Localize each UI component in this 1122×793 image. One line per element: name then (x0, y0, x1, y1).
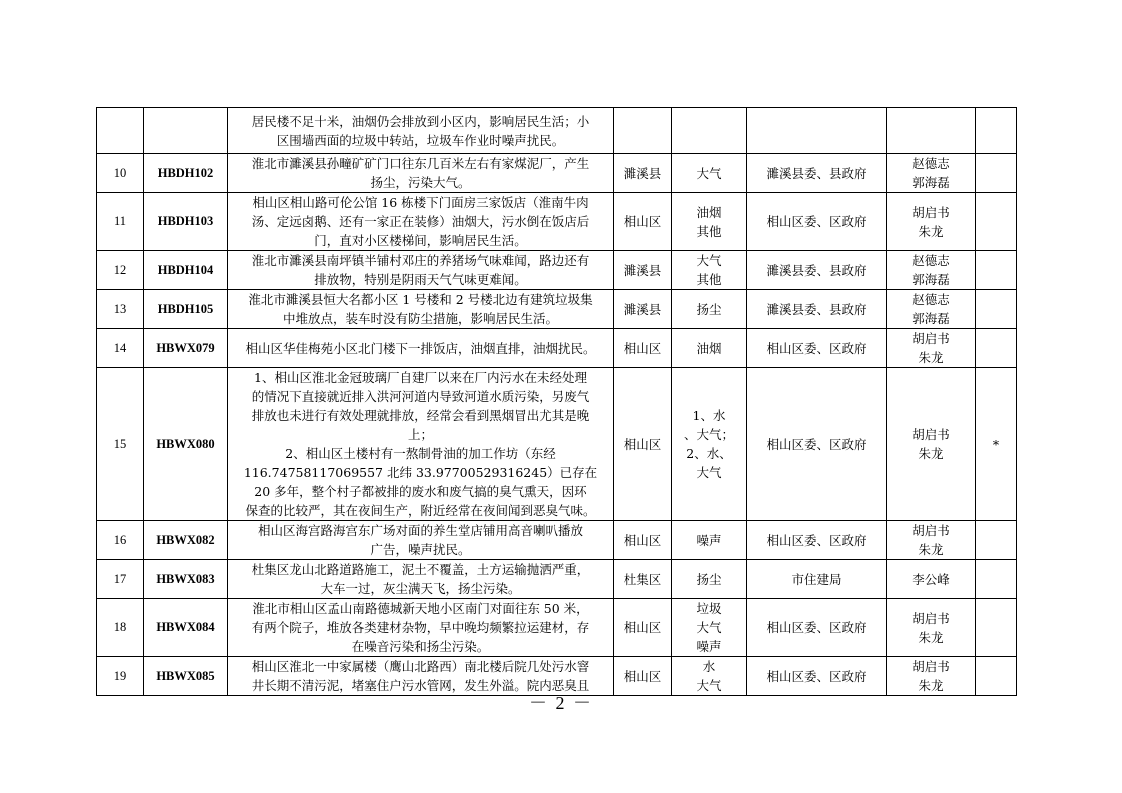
responsible-person-line: 胡启书 (912, 204, 950, 220)
case-code-cell (144, 108, 228, 154)
description-line: 保查的比较严，其在夜间生产，附近经常在夜间闻到恶臭气味。 (245, 503, 596, 518)
responsible-person-line: 郭海磊 (912, 175, 950, 190)
responsible-person-line: 胡启书 (912, 659, 950, 674)
pollution-type-cell (672, 108, 747, 154)
pollution-type-line: 大气 (696, 465, 722, 480)
remark-cell (976, 599, 1017, 657)
district-cell: 濉溪县 (614, 251, 672, 290)
table-row (97, 290, 1017, 329)
description-line: 有两个院子，堆放各类建材杂物，早中晚均频繁拉运建材，存 (251, 620, 590, 635)
remark-cell (976, 329, 1017, 368)
responsible-unit-cell: 相山区委、区政府 (747, 193, 887, 251)
row-number-cell: 17 (97, 560, 144, 599)
responsible-unit-cell: 相山区委、区政府 (747, 657, 887, 696)
responsible-unit-cell: 相山区委、区政府 (747, 368, 887, 521)
table-row (97, 599, 1017, 657)
description-line: 居民楼不足十米，油烟仍会排放到小区内，影响居民生活；小 (251, 113, 590, 129)
district-cell: 濉溪县 (614, 154, 672, 193)
responsible-person-line: 郭海磊 (912, 311, 950, 326)
pollution-type-line: 油烟 (696, 204, 722, 220)
responsible-unit-cell: 市住建局 (747, 560, 887, 599)
pollution-type-line: 大气 (696, 253, 722, 268)
description-line: 扬尘，污染大气。 (370, 175, 471, 190)
pollution-type-line: 大气 (696, 165, 722, 181)
pollution-type-line: 油烟 (696, 340, 722, 356)
pollution-type-cell (672, 521, 747, 560)
page-number: － 2 － (529, 693, 593, 713)
remark-cell (976, 560, 1017, 599)
row-number-cell: 18 (97, 599, 144, 657)
responsible-person-cell (887, 108, 976, 154)
responsible-unit-cell: 相山区委、区政府 (747, 599, 887, 657)
remark-cell: * (976, 368, 1017, 521)
description-line: 116.74758117069557 北纬 33.97700529316245）已存在 (243, 465, 598, 480)
description-line: 相山区淮北一中家属楼（鹰山北路西）南北楼后院几处污水窨 (251, 659, 590, 674)
district-cell: 相山区 (614, 329, 672, 368)
row-number-cell: 15 (97, 368, 144, 521)
responsible-person-cell (887, 368, 976, 521)
remark-cell (976, 108, 1017, 154)
description-line: 的情况下直接就近排入洪河河道内导致河道水质污染，另废气 (251, 389, 590, 404)
description-line: 大车一过，灰尘满天飞，扬尘污染。 (320, 581, 521, 596)
responsible-person-cell (887, 599, 976, 657)
responsible-person-line: 朱龙 (918, 350, 944, 365)
description-cell (228, 251, 614, 290)
responsible-person-line: 胡启书 (912, 610, 950, 626)
description-line: 在噪音污染和扬尘污染。 (351, 639, 490, 654)
pollution-type-line: 大气 (696, 620, 722, 635)
pollution-type-cell (672, 251, 747, 290)
remark-cell (976, 521, 1017, 560)
district-cell: 相山区 (614, 368, 672, 521)
description-line: 1、相山区淮北金冠玻璃厂自建厂以来在厂内污水在未经处理 (254, 370, 587, 385)
row-number-cell: 19 (97, 657, 144, 696)
pollution-type-line: 扬尘 (696, 571, 722, 587)
responsible-person-line: 朱龙 (918, 542, 944, 557)
pollution-type-line: 其他 (696, 272, 722, 287)
description-line: 上； (407, 427, 433, 442)
table-row (97, 108, 1017, 154)
pollution-type-cell (672, 368, 747, 521)
district-cell: 相山区 (614, 599, 672, 657)
remark-cell (976, 154, 1017, 193)
pollution-type-cell (672, 154, 747, 193)
district-cell: 相山区 (614, 657, 672, 696)
responsible-person-line: 赵德志 (912, 253, 950, 268)
responsible-person-line: 朱龙 (918, 629, 944, 645)
description-line: 井长期不清污泥，堵塞住户污水管网，发生外溢。院内恶臭且 (251, 678, 590, 693)
responsible-unit-cell: 濉溪县委、县政府 (747, 251, 887, 290)
row-number-cell: 12 (97, 251, 144, 290)
description-line: 中堆放点，装车时没有防尘措施，影响居民生活。 (282, 311, 558, 326)
responsible-person-line: 胡启书 (912, 523, 950, 538)
responsible-person-cell (887, 154, 976, 193)
case-code-cell: HBWX080 (144, 368, 228, 521)
pollution-type-line: 、大气； (683, 427, 734, 442)
case-code-cell: HBWX083 (144, 560, 228, 599)
table-row (97, 329, 1017, 368)
district-cell: 杜集区 (614, 560, 672, 599)
description-line: 淮北市濉溪县南坪镇半铺村邓庄的养猪场气味难闻，路边还有 (251, 253, 590, 268)
case-code-cell: HBWX082 (144, 521, 228, 560)
responsible-person-line: 李公峰 (912, 571, 950, 587)
pollution-type-line: 大气 (696, 678, 722, 693)
description-line: 相山区相山路可伦公馆 16 栋楼下门面房三家饭店（淮南牛肉 (252, 195, 589, 210)
description-line: 20 多年，整个村子都被排的废水和废气搞的臭气熏天，因环 (254, 484, 587, 499)
row-number-cell: 16 (97, 521, 144, 560)
responsible-person-cell (887, 290, 976, 329)
responsible-person-cell (887, 560, 976, 599)
responsible-unit-cell: 濉溪县委、县政府 (747, 290, 887, 329)
district-cell: 相山区 (614, 193, 672, 251)
case-code-cell: HBWX084 (144, 599, 228, 657)
pollution-type-line: 水 (702, 659, 716, 674)
remark-cell (976, 251, 1017, 290)
description-line: 排放也未进行有效处理就排放，经常会看到黑烟冒出尤其是晚 (251, 408, 590, 423)
responsible-person-line: 朱龙 (918, 223, 944, 239)
description-cell (228, 290, 614, 329)
responsible-unit-cell: 相山区委、区政府 (747, 329, 887, 368)
responsible-person-cell (887, 329, 976, 368)
case-code-cell: HBWX079 (144, 329, 228, 368)
description-cell (228, 560, 614, 599)
pollution-type-line: 扬尘 (696, 301, 722, 317)
complaint-table (96, 107, 1017, 696)
remark-cell (976, 193, 1017, 251)
description-line: 淮北市濉溪县恒大名都小区 1 号楼和 2 号楼北边有建筑垃圾集 (248, 292, 593, 307)
description-line: 相山区华佳梅苑小区北门楼下一排饭店，油烟直排，油烟扰民。 (245, 340, 596, 356)
responsible-person-cell (887, 521, 976, 560)
pollution-type-line: 其他 (696, 223, 722, 239)
responsible-person-line: 朱龙 (918, 678, 944, 693)
description-cell (228, 329, 614, 368)
responsible-person-line: 朱龙 (918, 446, 944, 461)
district-cell (614, 108, 672, 154)
row-number-cell: 11 (97, 193, 144, 251)
responsible-person-line: 赵德志 (912, 156, 950, 171)
description-cell (228, 193, 614, 251)
remark-cell (976, 290, 1017, 329)
pollution-type-line: 垃圾 (696, 601, 722, 616)
pollution-type-cell (672, 599, 747, 657)
district-cell: 濉溪县 (614, 290, 672, 329)
case-code-cell: HBDH104 (144, 251, 228, 290)
case-code-cell: HBDH102 (144, 154, 228, 193)
responsible-person-line: 胡启书 (912, 331, 950, 346)
description-cell (228, 599, 614, 657)
table-row (97, 154, 1017, 193)
description-cell (228, 368, 614, 521)
description-line: 2、相山区土楼村有一熬制骨油的加工作坊（东经 (285, 446, 556, 461)
description-line: 广告，噪声扰民。 (370, 542, 471, 557)
responsible-unit-cell: 相山区委、区政府 (747, 521, 887, 560)
description-line: 杜集区龙山北路道路施工，泥土不覆盖，土方运输抛洒严重， (251, 562, 590, 577)
case-code-cell: HBWX085 (144, 657, 228, 696)
pollution-type-line: 2、水、 (686, 446, 732, 461)
row-number-cell (97, 108, 144, 154)
description-line: 相山区海宫路海宫东广场对面的养生堂店铺用高音喇叭播放 (257, 523, 583, 538)
responsible-person-cell (887, 193, 976, 251)
description-cell (228, 154, 614, 193)
description-line: 排放物，特别是阴雨天气气味更难闻。 (314, 272, 527, 287)
responsible-unit-cell (747, 108, 887, 154)
district-cell: 相山区 (614, 521, 672, 560)
responsible-person-line: 胡启书 (912, 427, 950, 442)
description-line: 汤、定远卤鹅、还有一家正在装修）油烟大，污水倒在饭店后 (251, 214, 590, 229)
case-code-cell: HBDH103 (144, 193, 228, 251)
responsible-unit-cell: 濉溪县委、县政府 (747, 154, 887, 193)
description-line: 淮北市濉溪县孙疃矿矿门口往东几百米左右有家煤泥厂，产生 (251, 156, 590, 171)
responsible-person-line: 赵德志 (912, 292, 950, 307)
table-row (97, 193, 1017, 251)
pollution-type-cell (672, 329, 747, 368)
responsible-person-cell (887, 251, 976, 290)
pollution-type-line: 噪声 (696, 532, 722, 548)
description-line: 淮北市相山区孟山南路德城新天地小区南门对面往东 50 米， (252, 601, 589, 616)
description-line: 区围墙西面的垃圾中转站，垃圾车作业时噪声扰民。 (276, 132, 565, 148)
row-number-cell: 10 (97, 154, 144, 193)
row-number-cell: 14 (97, 329, 144, 368)
pollution-type-cell (672, 560, 747, 599)
pollution-type-cell (672, 193, 747, 251)
case-code-cell: HBDH105 (144, 290, 228, 329)
table-row (97, 251, 1017, 290)
description-cell (228, 108, 614, 154)
pollution-type-line: 1、水 (692, 408, 726, 423)
pollution-type-line: 噪声 (696, 639, 722, 654)
description-cell (228, 521, 614, 560)
table-row (97, 560, 1017, 599)
responsible-person-line: 郭海磊 (912, 272, 950, 287)
table-row (97, 521, 1017, 560)
description-line: 门，直对小区楼梯间，影响居民生活。 (314, 233, 527, 248)
row-number-cell: 13 (97, 290, 144, 329)
table-row (97, 368, 1017, 521)
pollution-type-cell (672, 290, 747, 329)
